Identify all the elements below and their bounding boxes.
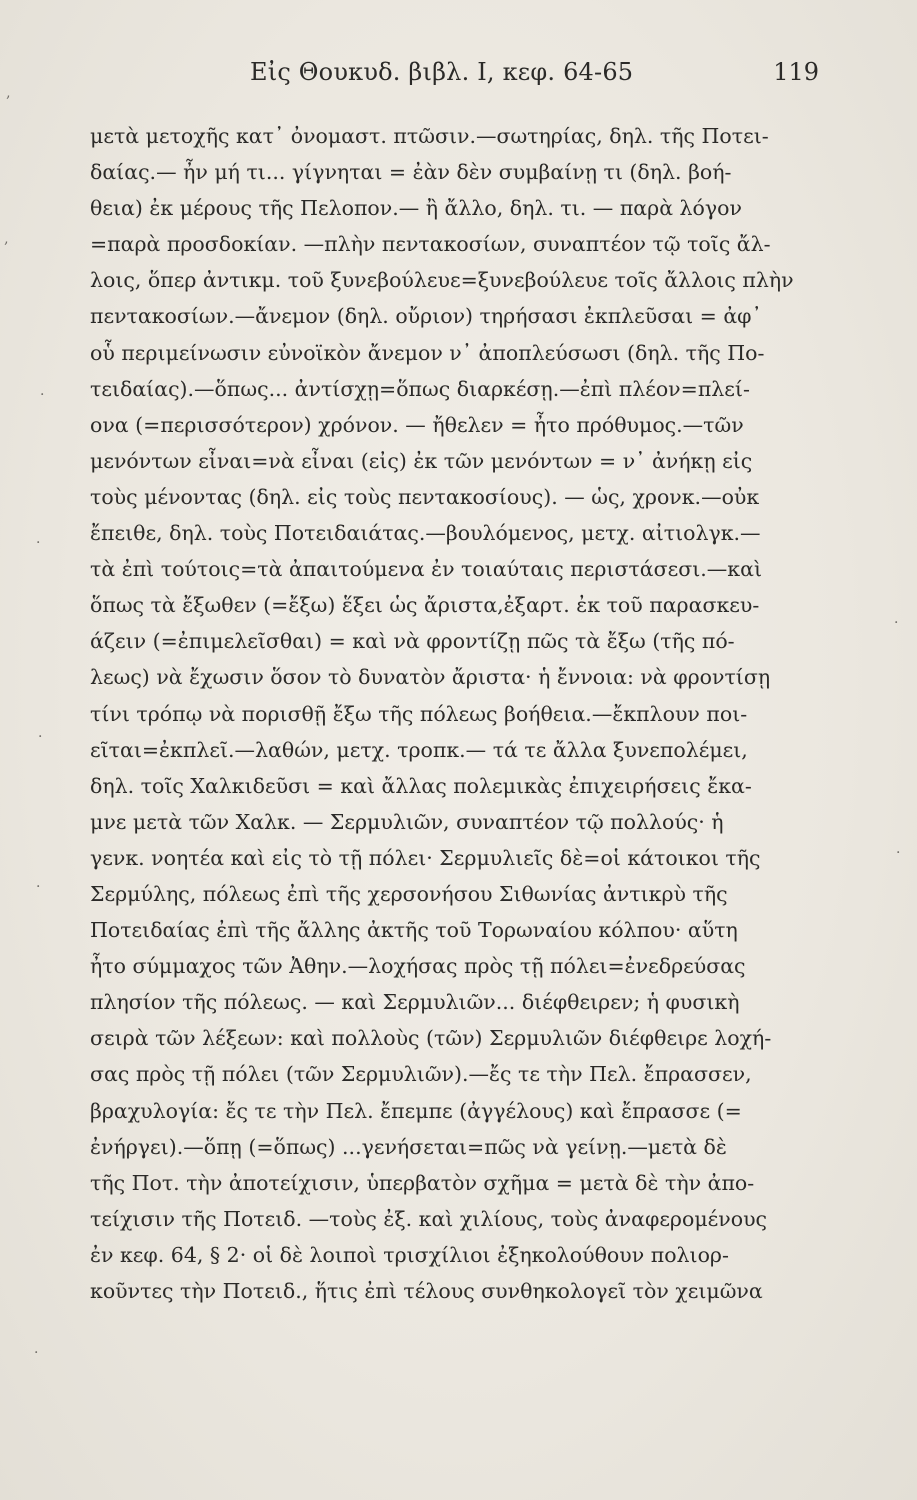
text-line: =παρὰ προσδοκίαν. —πλὴν πεντακοσίων, συναπτέον τῷ τοῖς ἄλ- <box>90 232 771 257</box>
margin-mark: ‚ <box>4 231 9 247</box>
running-head: Εἰς Θουκυδ. βιβλ. Ι, κεφ. 64-65 <box>250 58 634 86</box>
commentary-text <box>90 118 830 1309</box>
text-line: εῖται=ἐκπλεῖ.—λαθών, μετχ. τροπκ.— τά τε ἄλλα ξυνεπολέμει, <box>90 737 748 762</box>
text-line: τοὺς μένοντας (δηλ. εἰς τοὺς πεντακοσίους). — ὡς, χρονκ.—οὐκ <box>90 484 760 509</box>
text-line: ὅπως τὰ ἔξωθεν (=ἔξω) ἕξει ὡς ἄριστα,ἐξαρτ. ἐκ τοῦ παρασκευ- <box>90 593 760 618</box>
text-line: βραχυλογία: ἔς τε τὴν Πελ. ἔπεμπε (ἀγγέλους) καὶ ἔπρασσε (= <box>90 1098 742 1123</box>
text-line: κοῦντες τὴν Ποτειδ., ἥτις ἐπὶ τέλους συνθηκολογεῖ τὸν χειμῶνα <box>90 1279 763 1303</box>
text-line: ἔπειθε, δηλ. τοὺς Ποτειδαιάτας.—βουλόμενος, μετχ. αἰτιολγκ.— <box>90 521 761 546</box>
text-line: πλησίον τῆς πόλεως. — καὶ Σερμυλιῶν... διέφθειρεν; ἡ φυσικὴ <box>90 990 740 1015</box>
page-number: 119 <box>773 58 819 86</box>
text-line: γενκ. νοητέα καὶ εἰς τὸ τῇ πόλει· Σερμυλιεῖς δὲ=οἱ κάτοικοι τῆς <box>90 845 761 870</box>
text-line: μενόντων εἶναι=νὰ εἶναι (εἰς) ἐκ τῶν μενόντων = ν᾽ ἀνήκῃ εἰς <box>90 448 753 473</box>
text-line: τίνι τρόπῳ νὰ πορισθῇ ἔξω τῆς πόλεως βοήθεια.—ἔκπλουν ποι- <box>90 701 748 726</box>
text-line: μνε μετὰ τῶν Χαλκ. — Σερμυλιῶν, συναπτέον τῷ πολλούς· ἡ <box>90 809 724 834</box>
text-line: πεντακοσίων.—ἄνεμον (δηλ. οὔριον) τηρήσασι ἐκπλεῦσαι = ἀφ᾽ <box>90 304 762 329</box>
text-line: τειδαίας).—ὅπως... ἀντίσχῃ=ὅπως διαρκέσῃ.—ἐπὶ πλέον=πλεί- <box>90 376 750 401</box>
text-line: μετὰ μετοχῆς κατ᾽ ὀνομαστ. πτῶσιν.—σωτηρίας, δηλ. τῆς Ποτει- <box>90 124 769 148</box>
text-line: σειρὰ τῶν λέξεων: καὶ πολλοὺς (τῶν) Σερμυλιῶν διέφθειρε λοχή- <box>90 1026 772 1051</box>
text-line: άζειν (=ἐπιμελεῖσθαι) = καὶ νὰ φροντίζῃ πῶς τὰ ἔξω (τῆς πό- <box>90 629 735 654</box>
text-line: σας πρὸς τῇ πόλει (τῶν Σερμυλιῶν).—ἔς τε τὴν Πελ. ἔπρασσεν, <box>90 1062 752 1087</box>
text-line: ονα (=περισσότερον) χρόνον. — ἤθελεν = ἦτο πρόθυμος.—τῶν <box>90 412 744 437</box>
margin-mark: ‚ <box>6 85 11 101</box>
page-header <box>0 58 917 101</box>
margin-mark: · <box>896 845 901 861</box>
text-line: δαίας.— ἦν μή τι... γίγνηται = ἐὰν δὲν συμβαίνῃ τι (δηλ. βοή- <box>90 160 732 185</box>
text-line: ἐνήργει).—ὅπῃ (=ὅπως) ...γενήσεται=πῶς νὰ γείνῃ.—μετὰ δὲ <box>90 1134 727 1159</box>
text-line: τῆς Ποτ. τὴν ἀποτείχισιν, ὑπερβατὸν σχῆμα = μετὰ δὲ τὴν ἀπο- <box>90 1170 755 1195</box>
text-line: ἦτο σύμμαχος τῶν Ἀθην.—λοχήσας πρὸς τῇ πόλει=ἐνεδρεύσας <box>90 954 746 979</box>
text-line: τείχισιν τῆς Ποτειδ. —τοὺς ἐξ. καὶ χιλίους, τοὺς ἀναφερομένους <box>90 1206 768 1231</box>
text-line: θεια) ἐκ μέρους τῆς Πελοπον.— ἢ ἄλλο, δηλ. τι. — παρὰ λόγον <box>90 196 742 221</box>
margin-mark: · <box>34 1345 39 1361</box>
text-line: Ποτειδαίας ἐπὶ τῆς ἄλλης ἀκτῆς τοῦ Τορωναίου κόλπου· αὕτη <box>90 918 738 943</box>
text-line: τὰ ἐπὶ τούτοις=τὰ ἀπαιτούμενα ἐν τοιαύταις περιστάσεσι.—καὶ <box>90 557 763 582</box>
text-line: οὗ περιμείνωσιν εὐνοϊκὸν ἄνεμον ν᾽ ἀποπλεύσωσι (δηλ. τῆς Πο- <box>90 340 765 365</box>
margin-mark: · <box>38 729 43 745</box>
text-line: Σερμύλης, πόλεως ἐπὶ τῆς χερσονήσου Σιθωνίας ἀντικρὺ τῆς <box>90 881 728 906</box>
margin-mark: · <box>36 535 41 551</box>
margin-mark: · <box>894 615 899 631</box>
text-line: λοις, ὅπερ ἀντικμ. τοῦ ξυνεβούλευε=ξυνεβούλευε τοῖς ἄλλοις πλὴν <box>90 268 794 293</box>
margin-mark: · <box>40 387 45 403</box>
text-line: λεως) νὰ ἔχωσιν ὅσον τὸ δυνατὸν ἄριστα· ἡ ἔννοια: νὰ φροντίσῃ <box>90 665 771 690</box>
text-line: δηλ. τοῖς Χαλκιδεῦσι = καὶ ἄλλας πολεμικὰς ἐπιχειρήσεις ἔκα- <box>90 773 752 798</box>
margin-mark: · <box>36 879 41 895</box>
text-line: ἐν κεφ. 64, § 2· οἱ δὲ λοιποὶ τρισχίλιοι ἐξηκολούθουν πολιορ- <box>90 1242 729 1267</box>
